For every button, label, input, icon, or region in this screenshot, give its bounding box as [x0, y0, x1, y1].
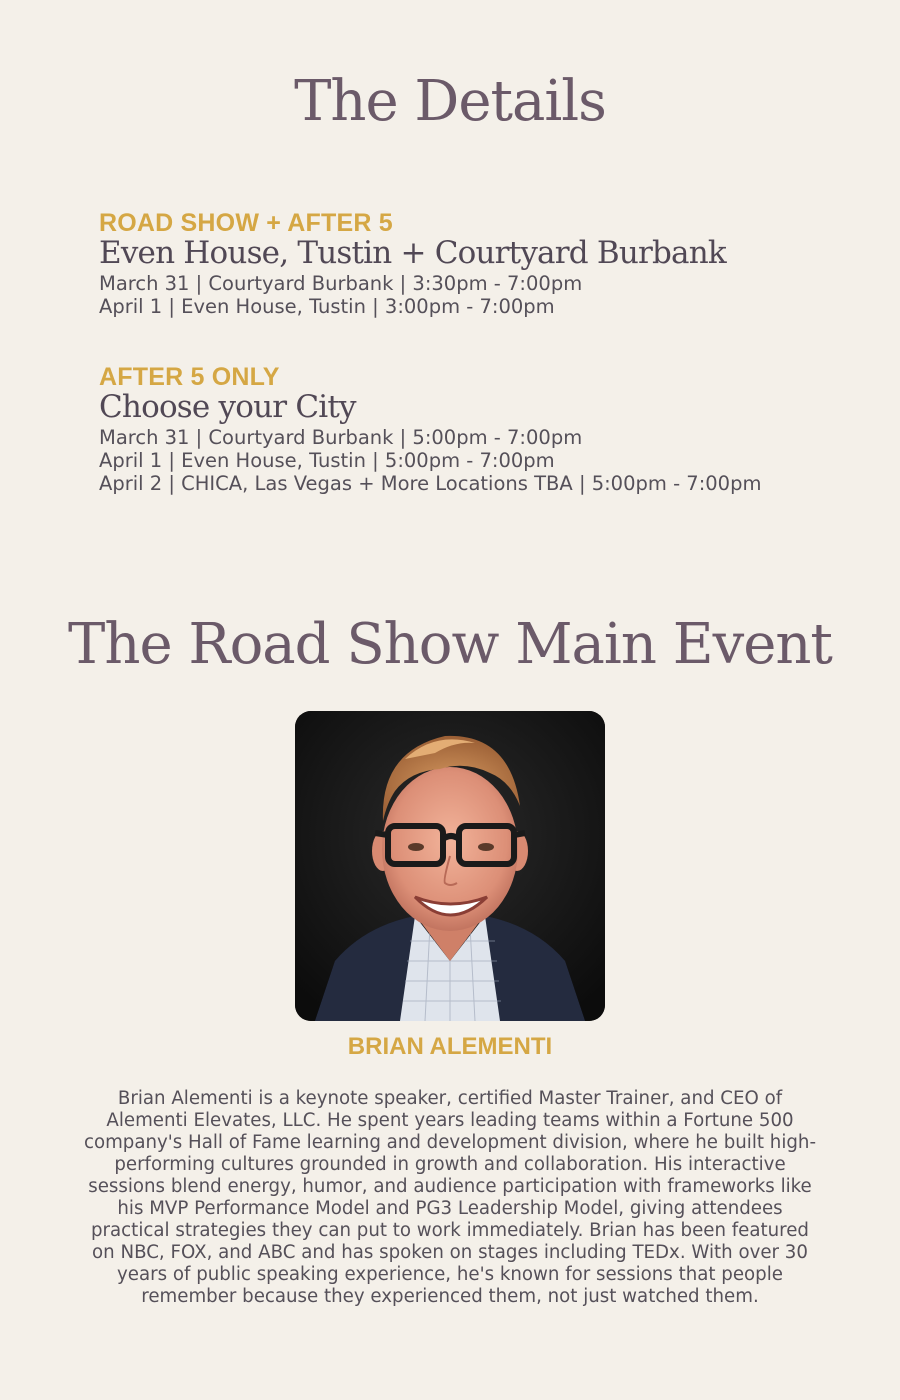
schedule-line: April 2 | CHICA, Las Vegas + More Locations TBA | 5:00pm - 7:00pm [99, 472, 762, 495]
roadshow-section [99, 208, 859, 318]
schedule-line: March 31 | Courtyard Burbank | 3:30pm - 7:00pm [99, 272, 583, 295]
speaker-portrait-image [295, 711, 605, 1021]
speaker-bio: Brian Alementi is a keynote speaker, certified Master Trainer, and CEO of Alementi Elevates, LLC. He spent years leading teams within a Fortune 500 company's Hall of Fame learning and development division, where he built high-performing cultures grounded in growth and collaboration. His interactive sessions blend energy, humor, and audience participation with frameworks like his MVP Performance Model and PG3 Leadership Model, giving attendees practical strategies they can put to work immediately. Brian has been featured on NBC, FOX, and ABC and has spoken on stages including TEDx. With over 30 years of public speaking experience, he's known for sessions that people remember because they experienced them, not just watched them. [83, 1088, 817, 1307]
roadshow-venue: Even House, Tustin + Courtyard Burbank [99, 235, 726, 271]
roadshow-eyebrow: ROAD SHOW + AFTER 5 [99, 209, 393, 237]
schedule-line: April 1 | Even House, Tustin | 5:00pm - 7:00pm [99, 449, 555, 472]
roadshow-schedule [99, 272, 859, 318]
main-event-title: The Road Show Main Event [68, 612, 832, 677]
speaker-photo [295, 711, 605, 1021]
schedule-line: April 1 | Even House, Tustin | 3:00pm - 7:00pm [99, 295, 555, 318]
schedule-line: March 31 | Courtyard Burbank | 5:00pm - 7:00pm [99, 426, 583, 449]
after5-venue: Choose your City [99, 389, 356, 425]
after5-eyebrow: AFTER 5 ONLY [99, 363, 280, 391]
details-title: The Details [294, 69, 606, 134]
after5-schedule [99, 426, 859, 495]
after5-section [99, 362, 859, 495]
speaker-name: BRIAN ALEMENTI [347, 1033, 553, 1060]
